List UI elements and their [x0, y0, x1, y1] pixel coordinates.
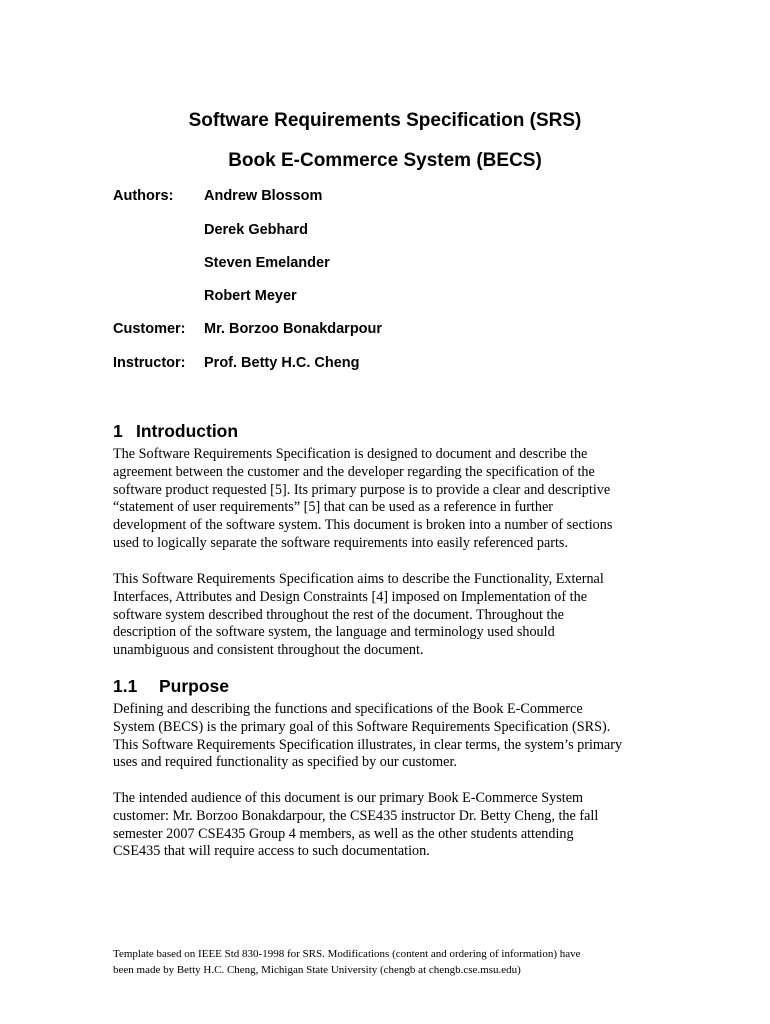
text-line: software system described throughout the rest of the document. Throughout the [113, 606, 564, 623]
section-number: 1 [113, 421, 123, 441]
introduction-paragraph-2 [113, 571, 673, 660]
text-line: customer: Mr. Borzoo Bonakdarpour, the CSE435 instructor Dr. Betty Cheng, the fall [113, 807, 599, 824]
footer-line: been made by Betty H.C. Cheng, Michigan State University (chengb at chengb.cse.msu.edu) [113, 963, 521, 976]
text-line: used to logically separate the software requirements into easily referenced parts. [113, 534, 568, 551]
text-line: System (BECS) is the primary goal of this Software Requirements Specification (SRS). [113, 718, 611, 735]
section-heading-purpose [113, 676, 229, 697]
document-subtitle: Book E-Commerce System (BECS) [228, 150, 542, 171]
introduction-paragraph-1 [113, 446, 673, 553]
author-name: Steven Emelander [204, 255, 330, 271]
section-title: Purpose [159, 676, 230, 696]
text-line: The Software Requirements Specification is designed to document and describe the [113, 446, 588, 462]
authors-label: Authors: [113, 188, 174, 204]
instructor-label: Instructor: [113, 355, 186, 371]
text-line: CSE435 that will require access to such documentation. [113, 843, 430, 860]
text-line: software product requested [5]. Its primary purpose is to provide a clear and descriptive [113, 481, 611, 498]
section-heading-introduction [113, 421, 238, 442]
text-line: description of the software system, the language and terminology used should [113, 624, 555, 641]
text-line: uses and required functionality as specified by our customer. [113, 754, 457, 771]
text-line: Interfaces, Attributes and Design Constraints [4] imposed on Implementation of the [113, 588, 587, 605]
text-line: The intended audience of this document is our primary Book E-Commerce System [113, 790, 584, 806]
purpose-paragraph-1 [113, 701, 673, 772]
text-line: “statement of user requirements” [5] that can be used as a reference in further [113, 499, 553, 516]
customer-label: Customer: [113, 321, 186, 337]
text-line: unambiguous and consistent throughout the document. [113, 642, 424, 659]
customer-name: Mr. Borzoo Bonakdarpour [204, 321, 383, 337]
author-name: Andrew Blossom [204, 188, 323, 204]
purpose-paragraph-2 [113, 790, 673, 861]
section-title: Introduction [136, 421, 239, 441]
text-line: semester 2007 CSE435 Group 4 members, as well as the other students attending [113, 825, 574, 842]
instructor-name: Prof. Betty H.C. Cheng [204, 355, 360, 371]
document-title: Software Requirements Specification (SRS) [188, 110, 582, 131]
text-line: agreement between the customer and the developer regarding the specification of the [113, 463, 595, 480]
text-line: development of the software system. This document is broken into a number of sections [113, 517, 613, 534]
text-line: This Software Requirements Specification illustrates, in clear terms, the system’s primary [113, 736, 623, 753]
text-line: Defining and describing the functions and specifications of the Book E-Commerce [113, 701, 583, 717]
text-line: This Software Requirements Specification aims to describe the Functionality, External [113, 571, 604, 587]
author-name: Robert Meyer [204, 288, 297, 304]
author-name: Derek Gebhard [204, 222, 308, 238]
footer-line: Template based on IEEE Std 830-1998 for SRS. Modifications (content and ordering of information) have [113, 948, 581, 960]
page-footer [113, 947, 673, 978]
section-number: 1.1 [113, 676, 138, 696]
